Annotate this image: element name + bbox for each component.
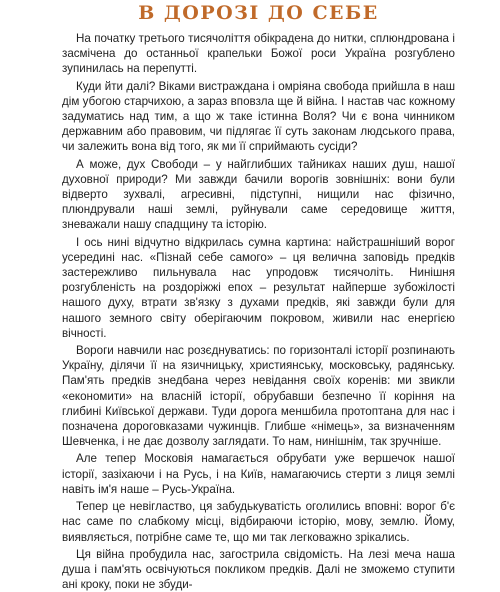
paragraph: На початку третього тисячоліття обікрадена до нитки, сплюндрована і засмічена до останньої крапельки Божої роси Україна розгублено зупинилась на перепутті.	[62, 32, 455, 76]
paragraph: А може, дух Свободи – у найглибших тайниках наших душ, нашої духовної природи? Ми завжди бачили ворогів зовнішніх: вони були відверто зухвалі, агресивні, підступні, нищили нас фізично, плюндрували наші землі, руйнували саме середовище життя, зневажали нашу спадщину та історію.	[62, 157, 455, 232]
paragraph: Тепер це невігластво, ця забудькуватість оголились вповні: ворог б'є нас саме по слабкому місці, відбираючи історію, мову, землю. Йому, виявляється, потрібне саме те, що ми так легковажно зрікались.	[62, 500, 455, 544]
paragraph: Куди йти далі? Віками вистраждана і омріяна свобода прийшла в наш дім убогою старчихою, а зараз вповзла ще й війна. І настав час кожному задуматись над тим, а що ж таке істинна Воля? Чи є вона чинником державним або правовим, чи підлягає її суть законам людського права, чи залежить вона від того, як ми її сприймають сусіди?	[62, 79, 455, 154]
paragraph: І ось нині відчутно відкрилась сумна картина: найстрашніший ворог усередині нас. «Пізнай себе самого» – ця велична заповідь предків застережливо пильнувала нас упродовж тисячоліть. Нинішня розгубленість на роздоріжжі епох – результат найперше зубожілості нашого духу, втрати зв'язку з духами предків, які завжди були для нашого земного світу оберігаючим покровом, живили нас енергією вічності.	[62, 235, 455, 340]
paragraph: Ця війна пробудила нас, загострила свідомість. На лезі меча наша душа і пам'ять освічуються покликом предків. Далі не зможемо ступити ані кроку, поки не збуди-	[62, 547, 455, 592]
page-title: В ДОРОЗІ ДО СЕБЕ	[138, 2, 379, 24]
body-text	[62, 31, 455, 592]
paragraph: Але тепер Московія намагається обрубати уже вершечок нашої історії, зазіхаючи і на Русь, і на Київ, намагаючись стерти з лиця землі навіть ім'я наше – Русь-Україна.	[62, 452, 455, 496]
paragraph: Вороги навчили нас розєднуватись: по горизонталі історії розпинають Україну, ділячи її на язичницьку, християнську, московську, радянську. Пам'ять предків знедбана через невідання своїх коренів: ми звикли «економити» на власній історії, обрубавши безпечно її коріння на глибині Київської держави. Туди дорога меншбила протоптана для нас і позначена дороговказами чужинців. Глибше «німець», за визначенням Шевченка, і не дає дозволу заглядати. То нам, нинішнім, так зручніше.	[62, 344, 455, 449]
